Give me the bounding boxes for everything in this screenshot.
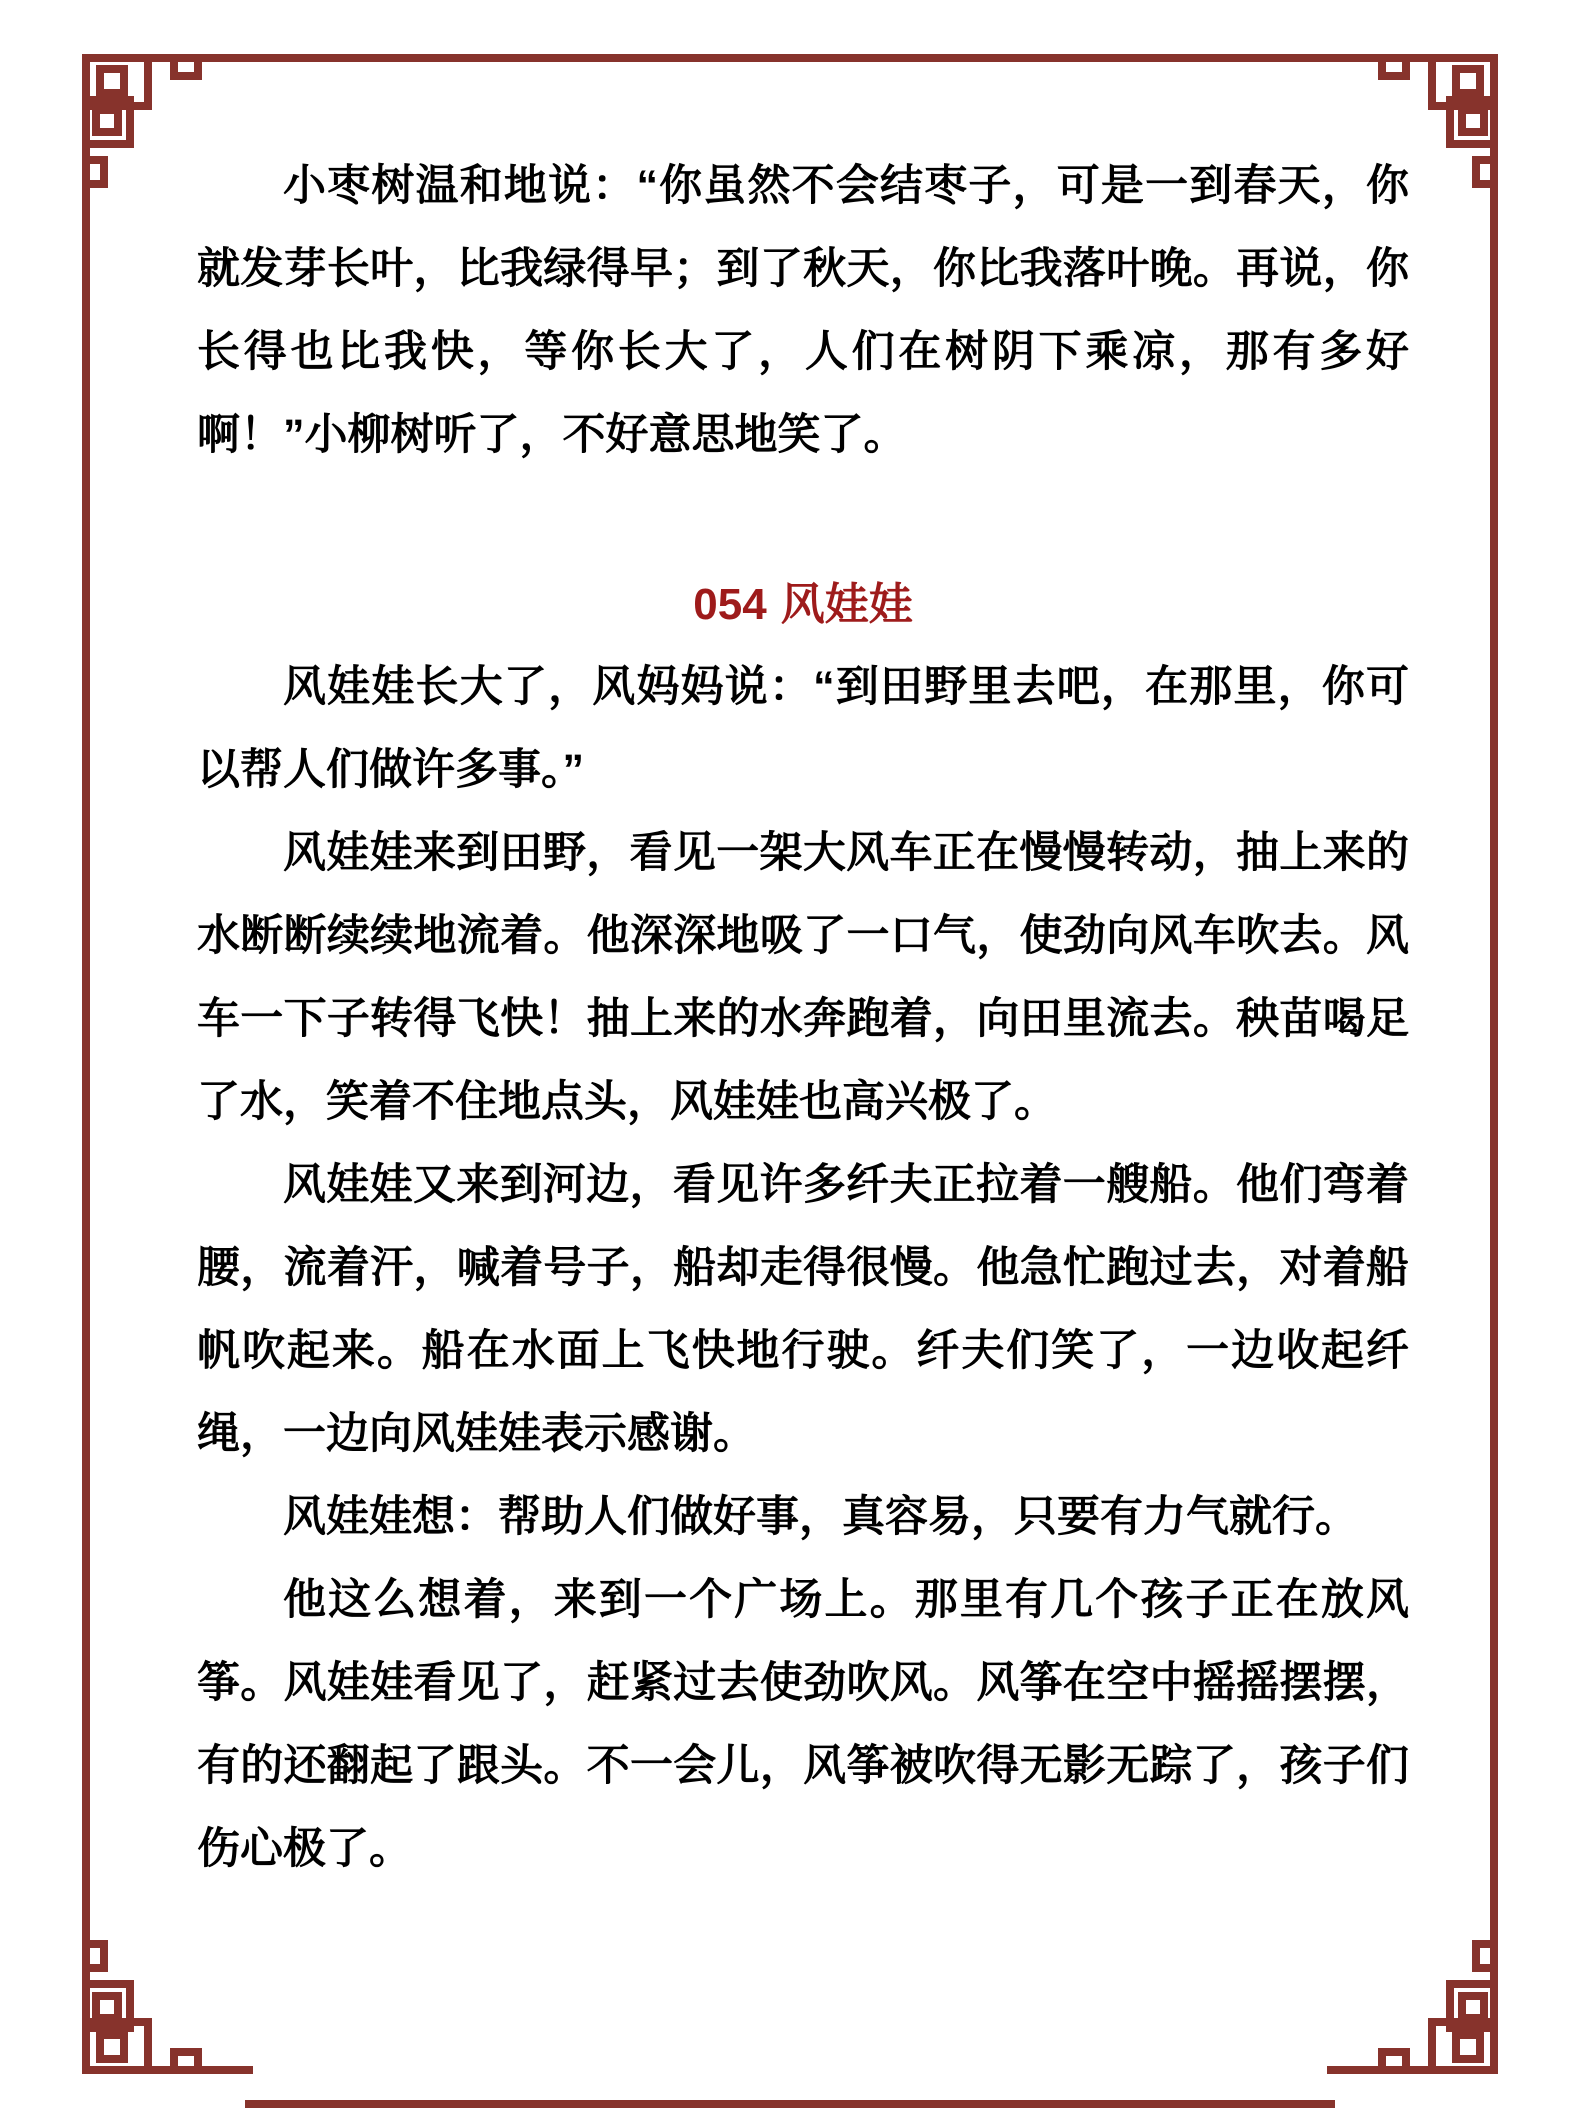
story-text-column xyxy=(197,145,1409,1891)
story-paragraph: 风娃娃想：帮助人们做好事，真容易，只要有力气就行。 xyxy=(283,1493,1358,1541)
story-paragraph: 风娃娃又来到河边，看见许多纤夫正拉着一艘船。他们弯着腰，流着汗，喊着号子，船却走得很慢。他急忙跑过去，对着船帆吹起来。船在水面上飞快地行驶。纤夫们笑了，一边收起纤绳，一边向风娃娃表示感谢。 xyxy=(197,1161,1409,1458)
story-paragraph: 他这么想着，来到一个广场上。那里有几个孩子正在放风筝。风娃娃看见了，赶紧过去使劲吹风。风筝在空中摇摇摆摆，有的还翻起了跟头。不一会儿，风筝被吹得无影无踪了，孩子们伤心极了。 xyxy=(197,1576,1409,1873)
frame-right-line xyxy=(1490,218,1498,1910)
frame-top-line xyxy=(245,54,1335,62)
story-paragraph: 风娃娃来到田野，看见一架大风车正在慢慢转动，抽上来的水断断续续地流着。他深深地吸了一口气，使劲向风车吹去。风车一下子转得飞快！抽上来的水奔跑着，向田里流去。秧苗喝足了水，笑着不住地点头，风娃娃也高兴极了。 xyxy=(197,829,1409,1126)
story-heading xyxy=(197,563,1409,646)
frame-left-line xyxy=(82,218,90,1910)
story-number: 054 xyxy=(693,580,767,629)
prev-story-ending-paragraph: 小枣树温和地说：“你虽然不会结枣子，可是一到春天，你就发芽长叶，比我绿得早；到了秋天，你比我落叶晚。再说，你长得也比我快，等你长大了，人们在树阴下乘凉，那有多好啊！”小柳树听了，不好意思地笑了。 xyxy=(197,162,1409,459)
story-title: 风娃娃 xyxy=(780,580,913,629)
frame-bottom-line xyxy=(245,2100,1335,2108)
story-paragraph: 风娃娃长大了，风妈妈说：“到田野里去吧，在那里，你可以帮人们做许多事。” xyxy=(197,663,1409,794)
frame-corner-bottom-right-icon xyxy=(1327,1903,1502,2078)
frame-corner-bottom-left-icon xyxy=(78,1903,253,2078)
